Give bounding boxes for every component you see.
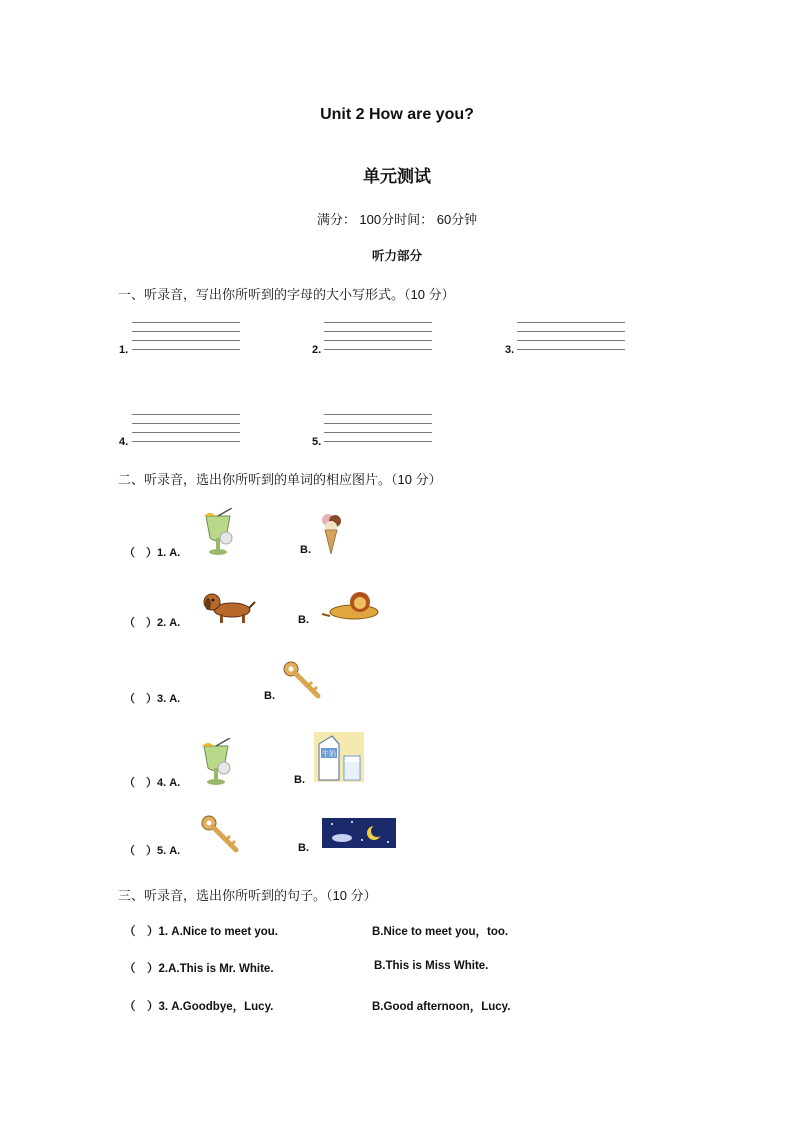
juice-glass-icon [200, 508, 236, 556]
key-icon [282, 660, 322, 700]
writing-lines-4[interactable] [132, 414, 240, 444]
q3-3-prefix: （ ）3. A.Goodbye，Lucy. [124, 1001, 274, 1013]
q3-1-prefix: （ ）1. A.Nice to meet you. [124, 926, 279, 938]
section2-heading: 二、听录音，选出你所听到的单词的相应图片。（10 分） [118, 472, 442, 487]
q3-2-prefix: （ ）2.A.This is Mr. White. [124, 963, 274, 975]
section3-heading: 三、听录音，选出你所听到的句子。（10 分） [118, 888, 377, 903]
q2-1-option-b: B. [300, 544, 311, 556]
q2-1-prefix: （ ）1. A. [124, 547, 181, 559]
writing-lines-2[interactable] [324, 322, 432, 352]
score-time-info: 满分： 100分时间： 60分钟 [316, 212, 478, 227]
q2-3-option-b: B. [264, 690, 275, 702]
night-sky-icon [322, 818, 396, 848]
q3-2-option-b: B.This is Miss White. [374, 960, 489, 972]
ice-cream-cone-icon [320, 512, 342, 556]
key-icon [200, 814, 240, 854]
writing-lines-3[interactable] [517, 322, 625, 352]
dog-icon [200, 590, 256, 624]
q2-5-prefix: （ ）5. A. [124, 845, 181, 857]
q2-2-prefix: （ ）2. A. [124, 617, 181, 629]
q3-3-option-b: B.Good afternoon，Lucy. [372, 1001, 511, 1013]
q2-5-option-b: B. [298, 842, 309, 854]
item-number-1: 1. [119, 344, 129, 356]
section1-heading: 一、听录音，写出你所听到的字母的大小写形式。（10 分） [118, 287, 455, 302]
q3-1-option-b: B.Nice to meet you，too. [372, 926, 509, 938]
juice-glass-icon [198, 738, 234, 786]
writing-lines-1[interactable] [132, 322, 240, 352]
page-title: Unit 2 How are you? [320, 106, 474, 123]
writing-lines-5[interactable] [324, 414, 432, 444]
lion-icon [320, 588, 382, 622]
item-number-2: 2. [312, 344, 322, 356]
q2-4-option-b: B. [294, 774, 305, 786]
milk-carton-icon [314, 732, 364, 782]
item-number-5: 5. [312, 436, 322, 448]
q2-3-prefix: （ ）3. A. [124, 693, 181, 705]
page-subtitle: 单元测试 [363, 167, 431, 186]
q2-4-prefix: （ ）4. A. [124, 777, 181, 789]
milk-label: 牛奶 [322, 751, 336, 758]
q2-2-option-b: B. [298, 614, 309, 626]
item-number-4: 4. [119, 436, 129, 448]
item-number-3: 3. [505, 344, 515, 356]
listening-part-label: 听力部分 [371, 249, 422, 263]
